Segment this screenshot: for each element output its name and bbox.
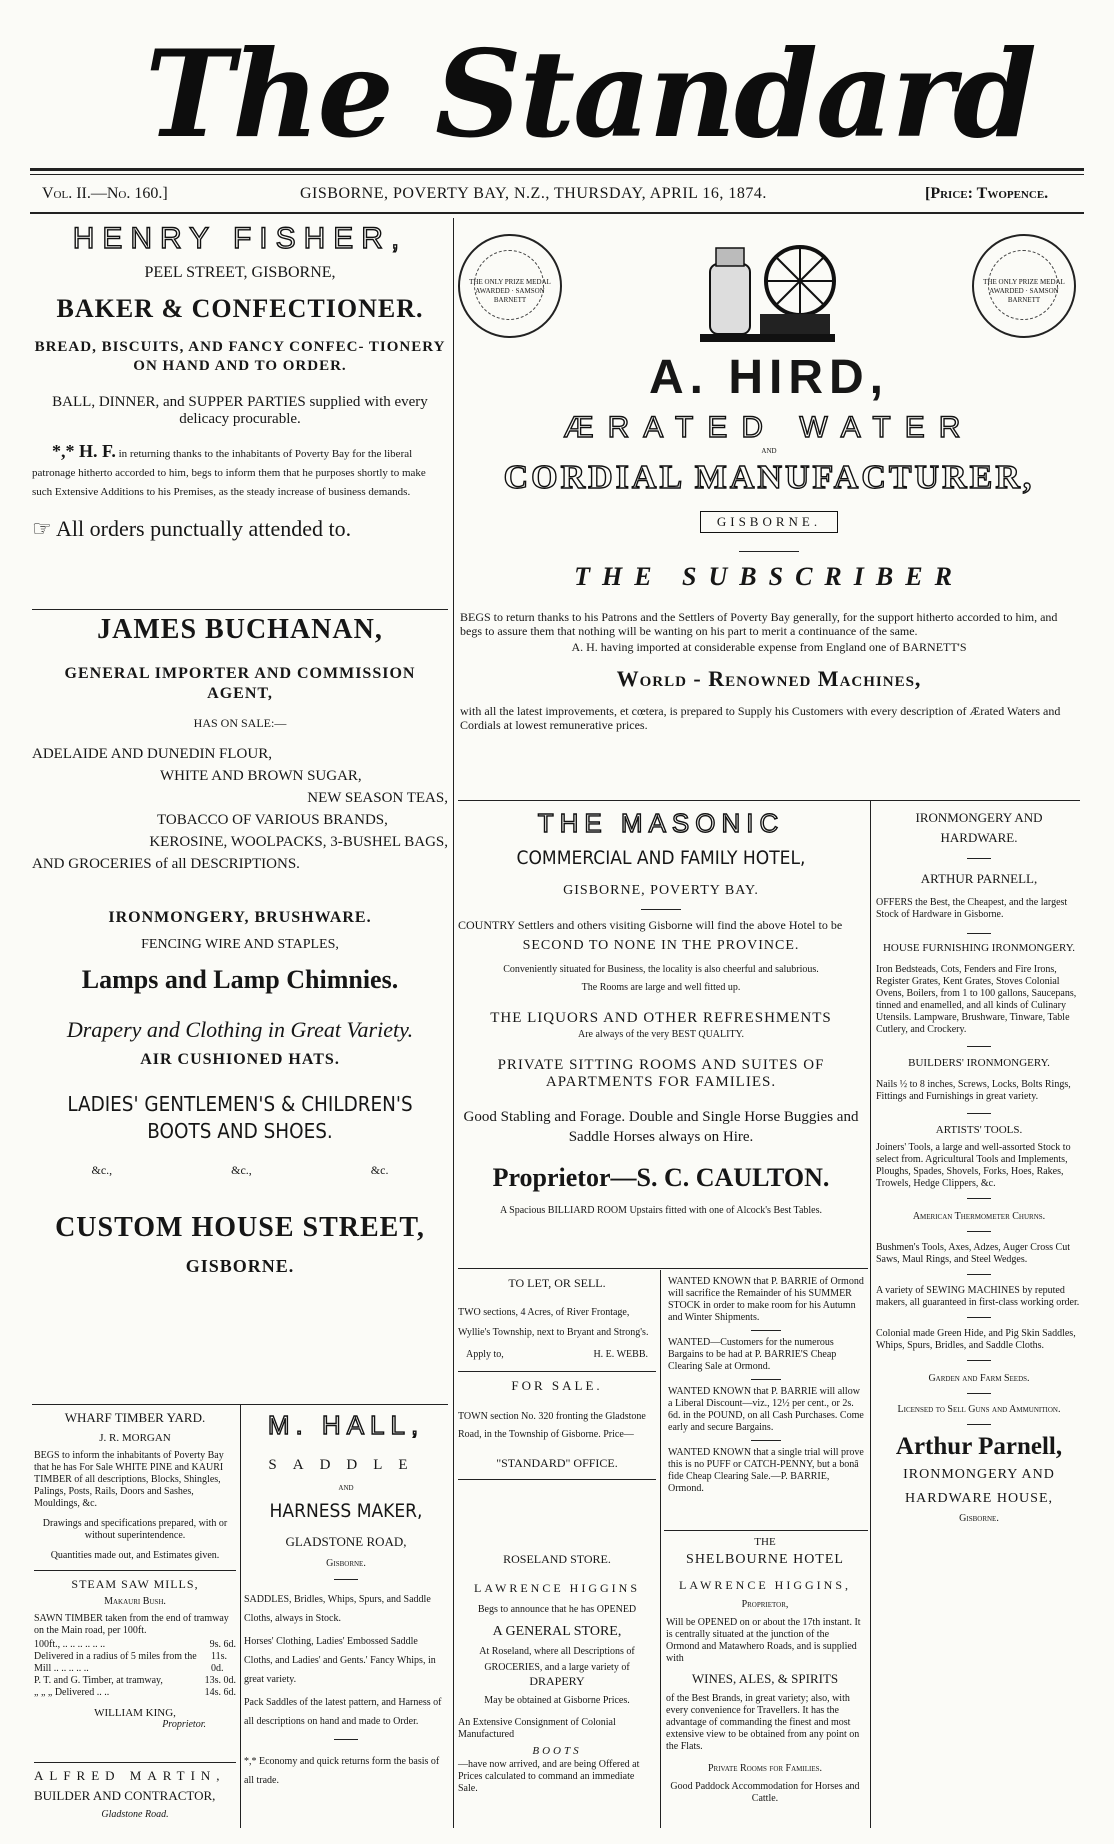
goods-item: AND GROCERIES of all DESCRIPTIONS. (32, 856, 300, 872)
hird-body: BEGS to return thanks to his Patrons and the Settlers of Poverty Bay generally, for the support hitherto accorded to him, and begs to assure them that nothing will be wanting on his part to merit a continuance of the same. (460, 610, 1058, 638)
masonic-quality: Are always of the very BEST QUALITY. (578, 1029, 744, 1040)
wanted-item: WANTED—Customers for the numerous Bargains to be had at P. BARRIE'S Cheap Clearing Sale at Ormond. (668, 1337, 837, 1372)
mills-sawn: SAWN TIMBER taken from the end of tramway on the Main road, per 100ft. (34, 1613, 229, 1636)
martin-name: ALFRED MARTIN, (34, 1768, 226, 1783)
wanted-item: WANTED KNOWN that P. BARRIE of Ormond will sacrifice the Remainder of his SUMMER STOCK in order to make room for his Autumn and Winter Shipments. (668, 1276, 864, 1323)
masonic-proprietor: Proprietor—S. C. CAULTON. (492, 1163, 830, 1192)
parnell-house: HOUSE FURNISHING IRONMONGERY. (882, 942, 1075, 954)
wanted-rule (664, 1530, 868, 1531)
hird-aerated: ÆRATED WATER (563, 411, 975, 444)
masonic-liquors: THE LIQUORS AND OTHER REFRESHMENTS (490, 1010, 832, 1026)
hird-body2: A. H. having imported at considerable expense from England one of BARNETT'S (571, 640, 967, 654)
price-row (34, 1687, 236, 1699)
shelbourne-paddock: Good Paddock Accommodation for Horses and Cattle. (670, 1781, 860, 1804)
masonic-second: SECOND TO NONE IN THE PROVINCE. (522, 938, 800, 953)
martin-rule (34, 1762, 236, 1763)
mills-price-table (34, 1639, 236, 1699)
wanted-item: WANTED KNOWN that a single trial will prove this is no PUFF or CATCH-PENNY, but a bonâ fide Cheap Clearing Sale.—P. BARRIE, Ormond. (668, 1447, 864, 1494)
parnell-town: Gisborne. (959, 1513, 999, 1524)
martin-trade: BUILDER AND CONTRACTOR, (34, 1788, 216, 1803)
masonic-p2: Conveniently situated for Business, the locality is also cheerful and salubrious. (503, 964, 819, 975)
tolet-rule (458, 1371, 656, 1372)
shelbourne-body2: of the Best Brands, in great variety; also, with every convenience for Travellers. It has the advantage of commanding the finest and most extensive view to be obtained from any point on the Flats. (666, 1693, 860, 1752)
price: [Price: Twopence. (925, 185, 1049, 202)
column-rule-2 (660, 1270, 661, 1828)
prize-medal-right-seal (972, 234, 1076, 338)
tolet-title: TO LET, OR SELL. (508, 1276, 606, 1290)
buchanan-hats: AIR CUSHIONED HATS. (140, 1051, 340, 1068)
fisher-mark: *,* H. F. (52, 441, 116, 461)
hird-body3: with all the latest improvements, et cœtera, is prepared to Supply his Customers with every description of Ærated Waters and Cordials at lowest remunerative prices. (460, 704, 1061, 732)
shelbourne-owner: LAWRENCE HIGGINS, (678, 1578, 852, 1592)
column-rule-1 (453, 218, 454, 1828)
volume-number: Vol. II.—No. 160.] (42, 185, 168, 202)
mills-title: STEAM SAW MILLS, (71, 1577, 199, 1591)
wanted-dash (751, 1330, 781, 1331)
parnell-bushmen: Bushmen's Tools, Axes, Adzes, Auger Cross Cut Saws, Maul Rings, and Steel Wedges. (876, 1242, 1070, 1265)
masonic-advert (458, 808, 864, 1217)
masonic-place: GISBORNE, POVERTY BAY. (563, 883, 759, 898)
price-item: Delivered in a radius of 5 miles from the Mill .. .. .. .. .. (34, 1651, 197, 1674)
roseland-at: At Roseland, where all Descriptions of (479, 1646, 635, 1657)
fisher-advert (32, 222, 448, 542)
price-item: „ „ „ Delivered .. .. (34, 1687, 110, 1698)
price-item: P. T. and G. Timber, at tramway, (34, 1675, 163, 1686)
fisher-rule (32, 609, 448, 610)
roseland-begs: Begs to announce that he has OPENED (477, 1604, 637, 1615)
parnell-name2: Arthur Parnell, (895, 1433, 1063, 1460)
buchanan-title: GENERAL IMPORTER AND COMMISSION AGENT, (64, 665, 416, 702)
goods-item: KEROSINE, WOOLPACKS, 3-BUSHEL BAGS, (149, 834, 448, 850)
goods-item: TOBACCO OF VARIOUS BRANDS, (157, 812, 388, 828)
seal-right-text: THE ONLY PRIZE MEDAL AWARDED · SAMSON BARNETT (983, 278, 1065, 304)
martin-address: Gladstone Road. (101, 1809, 169, 1820)
parnell-builders: BUILDERS' IRONMONGERY. (908, 1057, 1050, 1069)
masonic-sub: COMMERCIAL AND FAMILY HOTEL, (516, 847, 806, 869)
parnell-iron2: IRONMONGERY AND (903, 1467, 1055, 1482)
parnell-dash (967, 1231, 991, 1232)
hird-dash (739, 551, 799, 552)
column-rule-left-bottom (240, 1405, 241, 1828)
roseland-arrived: —have now arrived, and are being Offered at Prices calculated to command an immediate Sale. (458, 1759, 640, 1794)
cordial-machine-icon (690, 226, 840, 346)
hird-subscriber: THE SUBSCRIBER (574, 562, 964, 591)
masonic-name: THE MASONIC (537, 808, 785, 838)
hall-dash (334, 1579, 358, 1580)
hall-town: Gisborne. (326, 1558, 366, 1569)
hall-saddle: SADDLE (268, 1457, 424, 1473)
shelbourne-the: THE (754, 1536, 776, 1548)
masonic-p1: COUNTRY Settlers and others visiting Gisborne will find the above Hotel to be (458, 918, 843, 932)
roseland-groceries: GROCERIES, and a large variety of (484, 1662, 630, 1673)
parnell-artists-body: Joiners' Tools, a large and well-assorted Stock to select from. Agricultural Tools and Implements, Ploughs, Spades, Shovels, Forks, Hoes, Rakes, Trowels, Hedge Clippers, &c. (876, 1142, 1071, 1189)
hall-advert (244, 1410, 448, 1790)
fisher-bread-line: BREAD, BISCUITS, AND FANCY CONFEC- TIONERY ON HAND AND TO ORDER. (34, 339, 446, 374)
hall-dash-2 (334, 1739, 358, 1740)
buchanan-drapery: Drapery and Clothing in Great Variety. (66, 1017, 414, 1042)
parnell-dash (967, 1317, 991, 1318)
wharf-title: WHARF TIMBER YARD. (64, 1410, 206, 1425)
etc-mark: &c., (231, 1163, 252, 1177)
buchanan-has-on-sale: HAS ON SALE:— (193, 716, 287, 730)
shelbourne-name: SHELBOURNE HOTEL (686, 1552, 844, 1567)
mills-prop: Proprietor. (162, 1719, 206, 1730)
buchanan-fencing: FENCING WIRE AND STAPLES, (141, 937, 339, 952)
parnell-dash (967, 933, 991, 934)
fisher-orders-text: All orders punctually attended to. (56, 516, 352, 541)
masthead (0, 20, 1114, 170)
forsale-office: "STANDARD" OFFICE. (496, 1456, 618, 1470)
roseland-store: A GENERAL STORE, (492, 1624, 622, 1639)
masthead-rule-thin (30, 174, 1084, 175)
shelbourne-private: Private Rooms for Families. (707, 1763, 822, 1774)
tolet-webb: H. E. WEBB. (593, 1349, 648, 1360)
buchanan-boots: LADIES' GENTLEMEN'S & CHILDREN'S BOOTS AND SHOES. (67, 1092, 413, 1143)
masonic-rooms: PRIVATE SITTING ROOMS AND SUITES OF APARTMENTS FOR FAMILIES. (497, 1057, 825, 1090)
masonic-billiard: A Spacious BILLIARD ROOM Upstairs fitted with one of Alcock's Best Tables. (500, 1205, 822, 1216)
hall-p1: SADDLES, Bridles, Whips, Spurs, and Saddle Cloths, always in Stock. (244, 1594, 431, 1624)
buchanan-advert (32, 614, 448, 1277)
goods-item: ADELAIDE AND DUNEDIN FLOUR, (32, 746, 272, 762)
hall-p3: Pack Saddles of the latest pattern, and Harness of all descriptions on hand and made to Order. (244, 1697, 442, 1727)
wharf-body: BEGS to inform the inhabitants of Poverty Bay that he has For Sale WHITE PINE and KAURI TIMBER of all descriptions, Blocks, Shingles, Palings, Posts, Rails, Doors and Sashes, Mouldings, &c. (34, 1450, 224, 1509)
fisher-parties-line: BALL, DINNER, and SUPPER PARTIES supplied with every delicacy procurable. (52, 394, 428, 427)
column-rule-3 (870, 800, 871, 1828)
dateline-rule (30, 212, 1084, 214)
parnell-name: ARTHUR PARNELL, (920, 871, 1038, 886)
tolet-body: TWO sections, 4 Acres, of River Frontage, Wyllie's Township, next to Bryant and Strong's. (458, 1307, 649, 1338)
hall-name: M. HALL, (267, 1410, 425, 1440)
parnell-dash (967, 1046, 991, 1047)
hall-p4: *,* Economy and quick returns form the basis of all trade. (244, 1756, 440, 1786)
parnell-hardware2: HARDWARE HOUSE, (905, 1491, 1053, 1506)
parnell-dash (967, 1113, 991, 1114)
wharf-advert (34, 1410, 236, 1730)
price-item: 100ft., .. .. .. .. .. .. (34, 1639, 106, 1650)
masthead-rule (30, 168, 1084, 171)
parnell-sewing: A variety of SEWING MACHINES by reputed makers, all guaranteed in first-class working order. (876, 1285, 1080, 1308)
forsale-body: TOWN section No. 320 fronting the Gladstone Road, in the Township of Gisborne. Price— (458, 1411, 646, 1440)
pointing-hand-icon: ☞ (32, 516, 52, 541)
parnell-colonial: Colonial made Green Hide, and Pig Skin Saddles, Whips, Spurs, Bridles, and Saddle Cloths. (876, 1328, 1076, 1351)
parnell-churns: American Thermometer Churns. (912, 1211, 1046, 1222)
buchanan-etc (32, 1163, 448, 1178)
wharf-quantities: Quantities made out, and Estimates given. (50, 1550, 220, 1561)
wanted-item: WANTED KNOWN that P. BARRIE will allow a Liberal Discount—viz., 12½ per cent., or 2s. 6d. in the POUND, on all Cash Purchases. Come early and secure Bargains. (668, 1386, 864, 1433)
dateline-place-date: GISBORNE, POVERTY BAY, N.Z., THURSDAY, APRIL 16, 1874. (300, 185, 767, 202)
wharf-owner: J. R. MORGAN (99, 1432, 171, 1444)
roseland-title: ROSELAND STORE. (503, 1552, 611, 1566)
roseland-boots: BOOTS (532, 1745, 582, 1757)
fisher-orders-line (32, 516, 448, 542)
hall-road: GLADSTONE ROAD, (285, 1534, 407, 1549)
goods-item: WHITE AND BROWN SUGAR, (160, 768, 362, 784)
hird-machines: World - Renowned Machines, (616, 666, 922, 691)
mills-bush: Makauri Bush. (104, 1596, 166, 1607)
masonic-rule (458, 1268, 868, 1269)
fisher-name: HENRY FISHER, (72, 222, 408, 255)
hird-cordial: CORDIAL MANUFACTURER, (503, 459, 1035, 496)
tolet-apply: Apply to, (466, 1349, 504, 1360)
etc-mark: &c. (370, 1163, 389, 1177)
mills-king: WILLIAM KING, (94, 1707, 176, 1719)
martin-advert (34, 1768, 236, 1820)
roseland-advert (458, 1552, 656, 1795)
masthead-word-the: The (145, 24, 392, 165)
hall-harness: HARNESS MAKER, (269, 1500, 423, 1522)
roseland-drapery: DRAPERY (529, 1674, 585, 1688)
wharf-drawings: Drawings and specifications prepared, with or without superintendence. (42, 1518, 228, 1541)
hird-advert (460, 350, 1078, 732)
forsale-rule (458, 1479, 656, 1480)
parnell-offers: OFFERS the Best, the Cheapest, and the largest Stock of Hardware in Gisborne. (876, 897, 1068, 920)
hall-and: AND (338, 1484, 354, 1492)
price-row (34, 1651, 236, 1675)
hird-and: AND (761, 447, 777, 455)
parnell-advert (876, 808, 1082, 1525)
seal-left-text: THE ONLY PRIZE MEDAL AWARDED · SAMSON BARNETT (469, 278, 551, 304)
goods-item: NEW SEASON TEAS, (307, 790, 448, 806)
roseland-name: LAWRENCE HIGGINS (473, 1581, 641, 1595)
forsale-title: FOR SALE. (511, 1378, 603, 1393)
hird-town-ribbon: GISBORNE. (700, 511, 838, 533)
hird-name: A. HIRD, (649, 351, 889, 404)
shelbourne-advert (666, 1536, 864, 1805)
parnell-artists: ARTISTS' TOOLS. (935, 1124, 1023, 1136)
buchanan-town: GISBORNE. (185, 1256, 295, 1276)
parnell-head: IRONMONGERY AND HARDWARE. (915, 810, 1043, 845)
roseland-colonial: An Extensive Consignment of Colonial Manufactured (458, 1717, 616, 1740)
roseland-prices: May be obtained at Gisborne Prices. (484, 1695, 630, 1706)
buchanan-goods-list (32, 743, 448, 875)
shelbourne-wines: WINES, ALES, & SPIRITS (691, 1671, 839, 1686)
wanted-dash (751, 1379, 781, 1380)
parnell-dash (967, 1393, 991, 1394)
price-value: 14s. 6d. (204, 1687, 236, 1698)
hall-p2: Horses' Clothing, Ladies' Embossed Saddle Cloths, and Ladies' and Gents.' Fancy Whips, in great variety. (244, 1636, 436, 1685)
buchanan-rule (32, 1404, 448, 1405)
fisher-thanks-text: in returning thanks to the inhabitants of Poverty Bay for the liberal patronage hitherto accorded to him, begs to inform them that he purposes shortly to make such Extensive Additions to his Premises, as the steady increase of business demands. (32, 448, 426, 498)
parnell-seeds: Garden and Farm Seeds. (928, 1373, 1030, 1384)
shelbourne-prop: Proprietor, (741, 1599, 789, 1610)
masthead-word-standard: Standard (435, 24, 1035, 165)
parnell-dash (967, 1424, 991, 1425)
masonic-p3: The Rooms are large and well fitted up. (581, 982, 741, 993)
price-row (34, 1639, 236, 1651)
masonic-dash (641, 909, 681, 910)
price-value: 9s. 6d. (209, 1639, 236, 1650)
etc-mark: &c., (91, 1163, 113, 1177)
hird-rule (458, 800, 1080, 801)
price-value: 11s. 0d. (211, 1651, 228, 1674)
masonic-stabling: Good Stabling and Forage. Double and Single Horse Buggies and Saddle Horses always on Hire. (463, 1109, 859, 1145)
fisher-trade: BAKER & CONFECTIONER. (56, 294, 424, 323)
wanted-dash (751, 1440, 781, 1441)
tolet-apply-row (458, 1349, 656, 1361)
buchanan-name: JAMES BUCHANAN, (97, 614, 383, 645)
wharf-rule (34, 1570, 236, 1571)
prize-medal-left-seal (458, 234, 562, 338)
parnell-dash (967, 1198, 991, 1199)
parnell-dash (967, 1274, 991, 1275)
buchanan-ironmongery: IRONMONGERY, BRUSHWARE. (108, 909, 372, 926)
parnell-dash (967, 858, 991, 859)
fisher-thanks (32, 442, 448, 502)
parnell-house-body: Iron Bedsteads, Cots, Fenders and Fire Irons, Register Grates, Kent Grates, Stoves Colonial Ovens, Boilers, from 1 to 100 gallons, Saucepans, tinned and enamelled, and all kinds of Culinary Utensils. Lampware, Brushware, Tinware, Table Cutlery, and Crockery. (876, 964, 1077, 1035)
buchanan-street: CUSTOM HOUSE STREET, (55, 1212, 425, 1243)
parnell-dash (967, 1360, 991, 1361)
tolet-advert (458, 1276, 656, 1480)
price-row (34, 1675, 236, 1687)
parnell-licensed: Licensed to Sell Guns and Ammunition. (897, 1404, 1061, 1415)
fisher-address: PEEL STREET, GISBORNE, (144, 264, 336, 281)
price-value: 13s. 0d. (204, 1675, 236, 1686)
buchanan-lamps: Lamps and Lamp Chimnies. (81, 965, 399, 994)
parnell-builders-body: Nails ½ to 8 inches, Screws, Locks, Bolts Rings, Fittings and Furnishings in great variety. (876, 1079, 1071, 1102)
shelbourne-body: Will be OPENED on or about the 17th instant. It is centrally situated at the junction of the Ormond and Matawhero Roads, and is supplied with (666, 1617, 861, 1664)
wanted-adverts (668, 1276, 864, 1495)
